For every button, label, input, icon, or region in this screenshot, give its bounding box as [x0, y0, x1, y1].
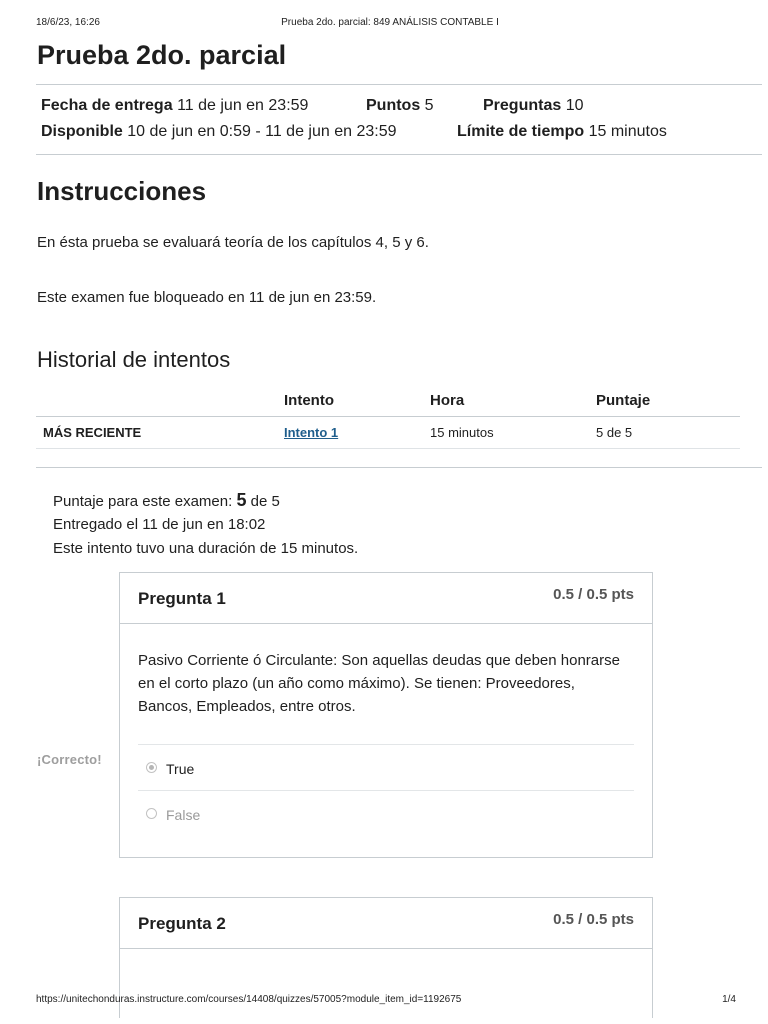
- available-label: Disponible: [41, 123, 123, 140]
- questions-label: Preguntas: [483, 97, 562, 114]
- page-title: Prueba 2do. parcial: [37, 40, 287, 70]
- history-heading: Historial de intentos: [37, 347, 231, 372]
- answer-option-true[interactable]: [166, 761, 194, 777]
- correct-feedback: ¡Correcto!: [37, 752, 102, 767]
- print-doc-title: Prueba 2do. parcial: 849 ANÁLISIS CONTABLE I: [281, 17, 499, 28]
- print-date: 18/6/23, 16:26: [36, 17, 100, 28]
- available-value: 10 de jun en 0:59 - 11 de jun en 23:59: [127, 123, 397, 140]
- duration-text: Este intento tuvo una duración de 15 minutos.: [53, 540, 359, 557]
- instructions-heading: Instrucciones: [37, 176, 207, 206]
- question-title: Pregunta 1: [138, 589, 226, 608]
- row-label: MÁS RECIENTE: [43, 425, 142, 440]
- score-summary: [53, 490, 280, 511]
- attempt-time: 15 minutos: [430, 425, 494, 440]
- answer-divider: [138, 790, 634, 791]
- score-suffix: de 5: [246, 493, 280, 510]
- attempt-score: 5 de 5: [596, 425, 633, 440]
- divider: [36, 84, 762, 85]
- divider: [36, 467, 762, 468]
- table-header-divider: [36, 416, 740, 417]
- points-value: 5: [424, 97, 434, 114]
- locked-notice: Este examen fue bloqueado en 11 de jun en 23:59.: [37, 289, 377, 306]
- question-points: 0.5 / 0.5 pts: [553, 911, 634, 928]
- score-prefix: Puntaje para este examen:: [53, 493, 237, 510]
- due-label: Fecha de entrega: [41, 97, 173, 114]
- question-points: 0.5 / 0.5 pts: [553, 586, 634, 603]
- print-header: [36, 17, 744, 31]
- column-header-attempt: Intento: [284, 392, 334, 409]
- radio-selected-icon[interactable]: [146, 762, 157, 773]
- instructions-text: En ésta prueba se evaluará teoría de los capítulos 4, 5 y 6.: [37, 234, 429, 251]
- points-label: Puntos: [366, 97, 421, 114]
- table-row-divider: [36, 448, 740, 449]
- question-text: Pasivo Corriente ó Circulante: Son aquellas deudas que deben honrarse en el corto plazo (un año como máximo). Se tienen: Proveedores, Bancos, Empleados, entre otros.: [138, 652, 620, 715]
- questions-value: 10: [565, 97, 584, 114]
- score-value: 5: [236, 490, 247, 510]
- column-header-score: Puntaje: [596, 392, 651, 409]
- attempt-link[interactable]: Intento 1: [284, 425, 339, 440]
- time-limit-label: Límite de tiempo: [457, 123, 585, 140]
- answer-option-false[interactable]: [166, 807, 200, 823]
- submitted-text: Entregado el 11 de jun en 18:02: [53, 516, 266, 533]
- answer-label: True: [166, 761, 195, 777]
- question-title: Pregunta 2: [138, 914, 226, 933]
- due-value: 11 de jun en 23:59: [177, 97, 309, 114]
- question-header: [120, 898, 652, 949]
- print-url: https://unitechonduras.instructure.com/courses/14408/quizzes/57005?module_item_id=1192675: [36, 994, 462, 1005]
- question-card-1: [119, 572, 653, 858]
- answer-divider: [138, 744, 634, 745]
- answer-label: False: [166, 807, 201, 823]
- print-page-number: 1/4: [722, 994, 736, 1005]
- divider: [36, 154, 762, 155]
- column-header-time: Hora: [430, 392, 465, 409]
- question-header: [120, 573, 652, 624]
- print-footer: [36, 994, 736, 1008]
- time-limit-value: 15 minutos: [588, 123, 667, 140]
- radio-icon[interactable]: [146, 808, 157, 819]
